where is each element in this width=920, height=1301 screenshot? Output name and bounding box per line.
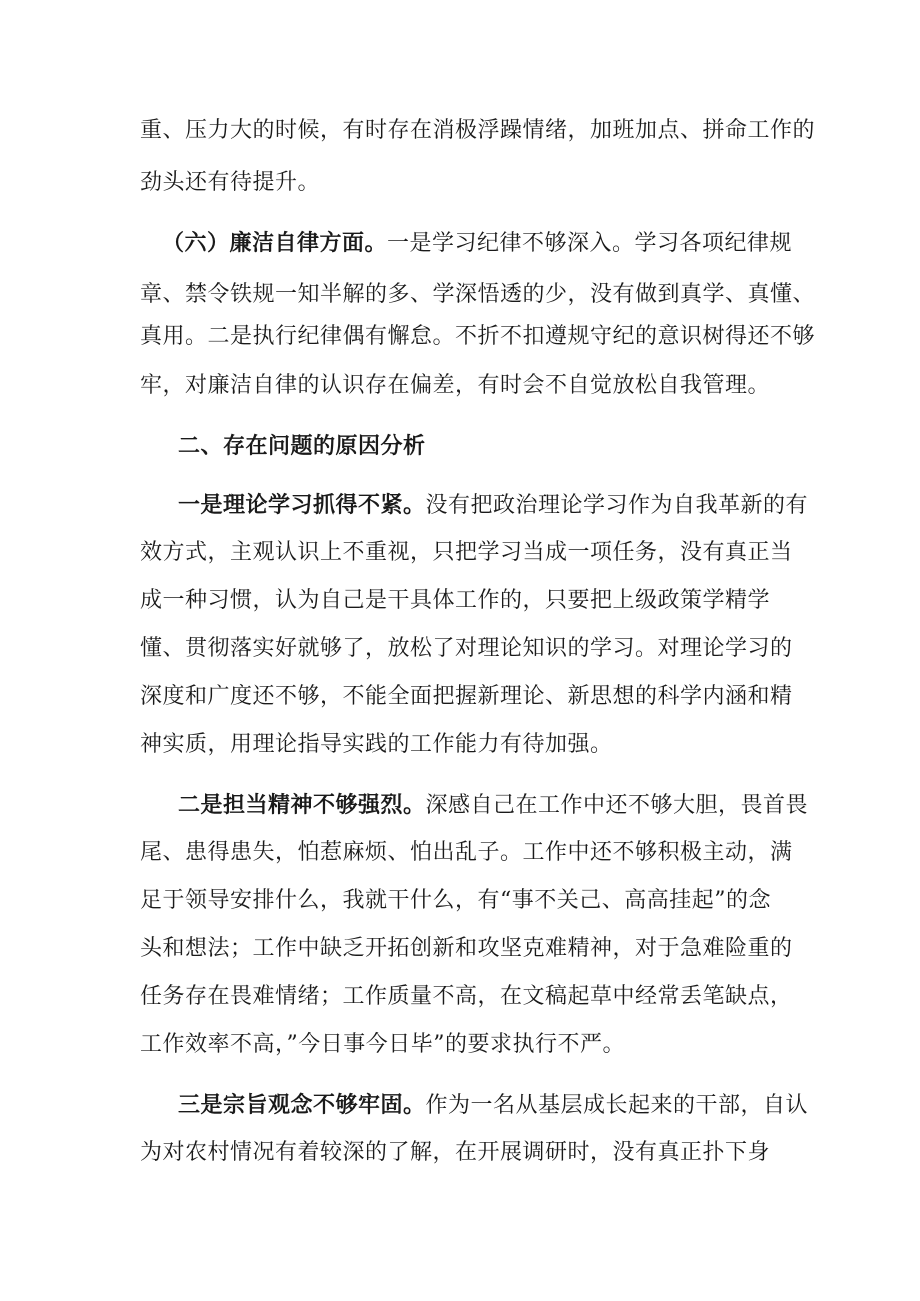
paragraph-line: 懂、贯彻落实好就够了，放松了对理论知识的学习。对理论学习的 [140, 636, 793, 661]
paragraph-first-line [162, 228, 792, 259]
paragraph-line: 重、压力大的时候，有时存在消极浮躁情绪，加班加点、拼命工作的 [140, 118, 816, 143]
paragraph-text: 深感自己在工作中还不够大胆，畏首畏 [425, 793, 809, 818]
paragraph-line: 劲头还有待提升。 [140, 170, 321, 195]
paragraph-line: 神实质，用理论指导实践的工作能力有待加强。 [140, 732, 613, 757]
section-title: 二、存在问题的原因分析 [178, 433, 426, 459]
paragraph-heading: 一是理论学习抓得不紧。 [178, 492, 426, 518]
paragraph-line: 任务存在畏难情绪；工作质量不高，在文稿起草中经常丢笔缺点， [140, 984, 793, 1009]
paragraph-first-line [178, 790, 808, 821]
paragraph-heading: 二是担当精神不够强烈。 [178, 792, 426, 818]
paragraph-text: 作为一名从基层成长起来的干部，自认 [425, 1093, 809, 1118]
paragraph-line: 深度和广度还不够，不能全面把握新理论、新思想的科学内涵和精 [140, 684, 793, 709]
paragraph-heading: （六）廉洁自律方面。 [162, 230, 388, 256]
paragraph-line: 足于领导安排什么，我就干什么，有“事不关己、高高挂起”的念 [140, 888, 771, 913]
paragraph-text: 没有把政治理论学习作为自我革新的有 [425, 493, 809, 518]
paragraph-first-line [178, 1090, 808, 1121]
paragraph-line: 牢，对廉洁自律的认识存在偏差，有时会不自觉放松自我管理。 [140, 373, 771, 398]
paragraph-line: 真用。二是执行纪律偶有懈怠。不折不扣遵规守纪的意识树得还不够 [140, 324, 816, 349]
paragraph-line: 头和想法；工作中缺乏开拓创新和攻坚克难精神，对于急难险重的 [140, 936, 793, 961]
paragraph-first-line [178, 490, 808, 521]
paragraph-line: 效方式，主观认识上不重视，只把学习当成一项任务，没有真正当 [140, 540, 793, 565]
paragraph-heading: 三是宗旨观念不够牢固。 [178, 1092, 426, 1118]
paragraph-line: 为对农村情况有着较深的了解，在开展调研时，没有真正扑下身 [140, 1140, 771, 1165]
paragraph-line: 尾、患得患失，怕惹麻烦、怕出乱子。工作中还不够积极主动，满 [140, 840, 793, 865]
paragraph-line: 成一种习惯，认为自己是干具体工作的，只要把上级政策学精学 [140, 588, 771, 613]
paragraph-line: 章、禁令铁规一知半解的多、学深悟透的少，没有做到真学、真懂、 [140, 282, 816, 307]
paragraph-line: 工作效率不高，”今日事今日毕”的要求执行不严。 [140, 1032, 625, 1057]
paragraph-text: 一是学习纪律不够深入。学习各项纪律规 [387, 231, 793, 256]
